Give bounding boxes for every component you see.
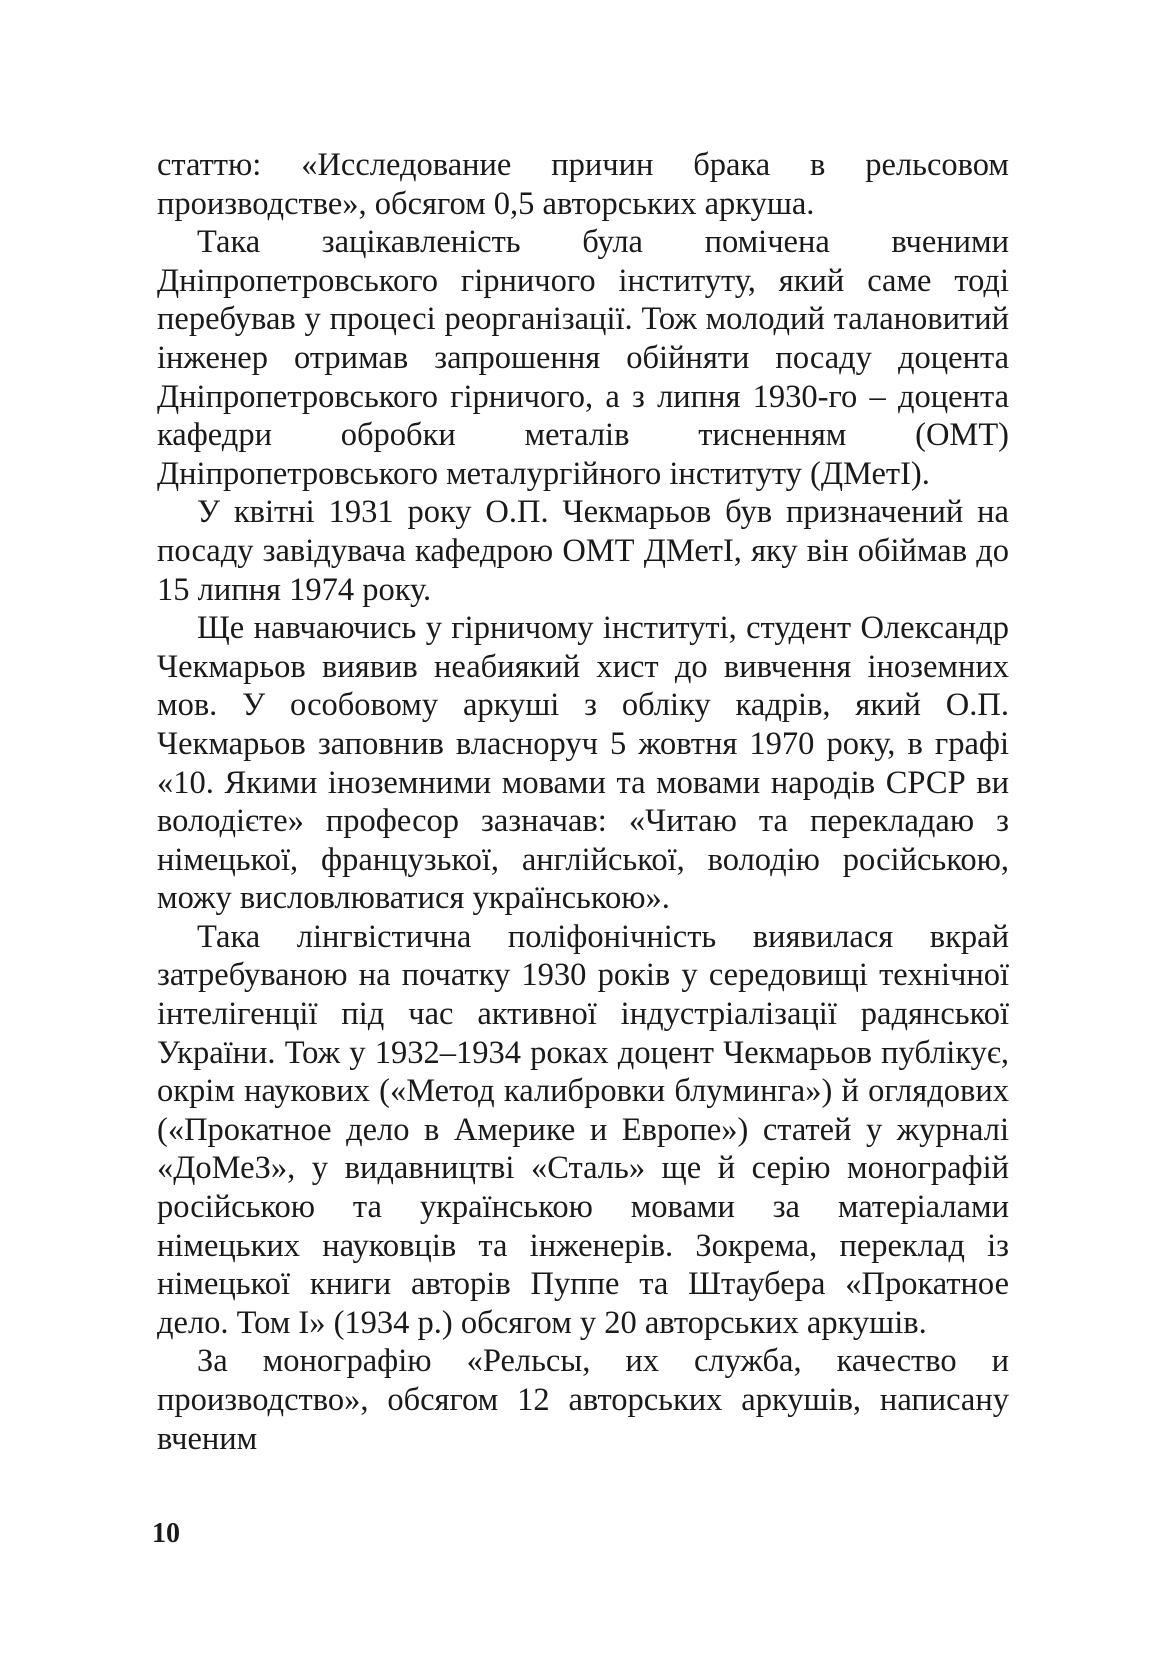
paragraph-5: Така лінгвістична поліфонічність виявилася вкрай затребуваною на початку 1930 років у середовищі технічної інтелігенції під час активної індустріалізації радянської України. Тож у 1932–1934 роках доцент Чекмарьов публікує, окрім наукових («Метод калибровки блуминга») й оглядових («Прокатное дело в Америке и Европе») статей у журналі «ДоМеЗ», у видавництві «Сталь» ще й серію монографій російською та українською мовами за матеріалами німецьких науковців та інженерів. Зокрема, переклад із німецької книги авторів Пуппе та Штаубера «Прокатное дело. Том I» (1934 р.) обсягом у 20 авторських аркушів. — [157, 918, 1009, 1341]
paragraph-2: Така зацікавленість була помічена вченими Дніпропетровського гірничого інституту, який саме тоді перебував у процесі реорганізації. Тож молодий талановитий інженер отримав запрошення обійняти посаду доцента Дніпропетровського гірничого, а з липня 1930-го – доцента кафедри обробки металів тисненням (ОМТ) Дніпропетровського металургійного інституту (ДМетІ). — [157, 224, 1009, 492]
page-body — [157, 146, 1009, 1458]
page-number: 10 — [152, 1518, 180, 1549]
paragraph-1: статтю: «Исследование причин брака в рельсовом производстве», обсягом 0,5 авторських аркуша. — [157, 147, 1009, 222]
paragraph-6: За монографію «Рельсы, их служба, качество и производство», обсягом 12 авторських аркушів, написану вченим — [157, 1343, 1009, 1457]
paragraph-3: У квітні 1931 року О.П. Чекмарьов був призначений на посаду завідувача кафедрою ОМТ ДМетІ, яку він обіймав до 15 липня 1974 року. — [157, 494, 1009, 608]
paragraph-4: Ще навчаючись у гірничому інституті, студент Олександр Чекмарьов виявив неабиякий хист до вивчення іноземних мов. У особовому аркуші з обліку кадрів, який О.П. Чекмарьов заповнив власноруч 5 жовтня 1970 року, в графі «10. Якими іноземними мовами та мовами народів СРСР ви володієте» професор зазначав: «Читаю та перекладаю з німецької, французької, англійської, володію російською, можу висловлюватися українською». — [157, 610, 1009, 917]
